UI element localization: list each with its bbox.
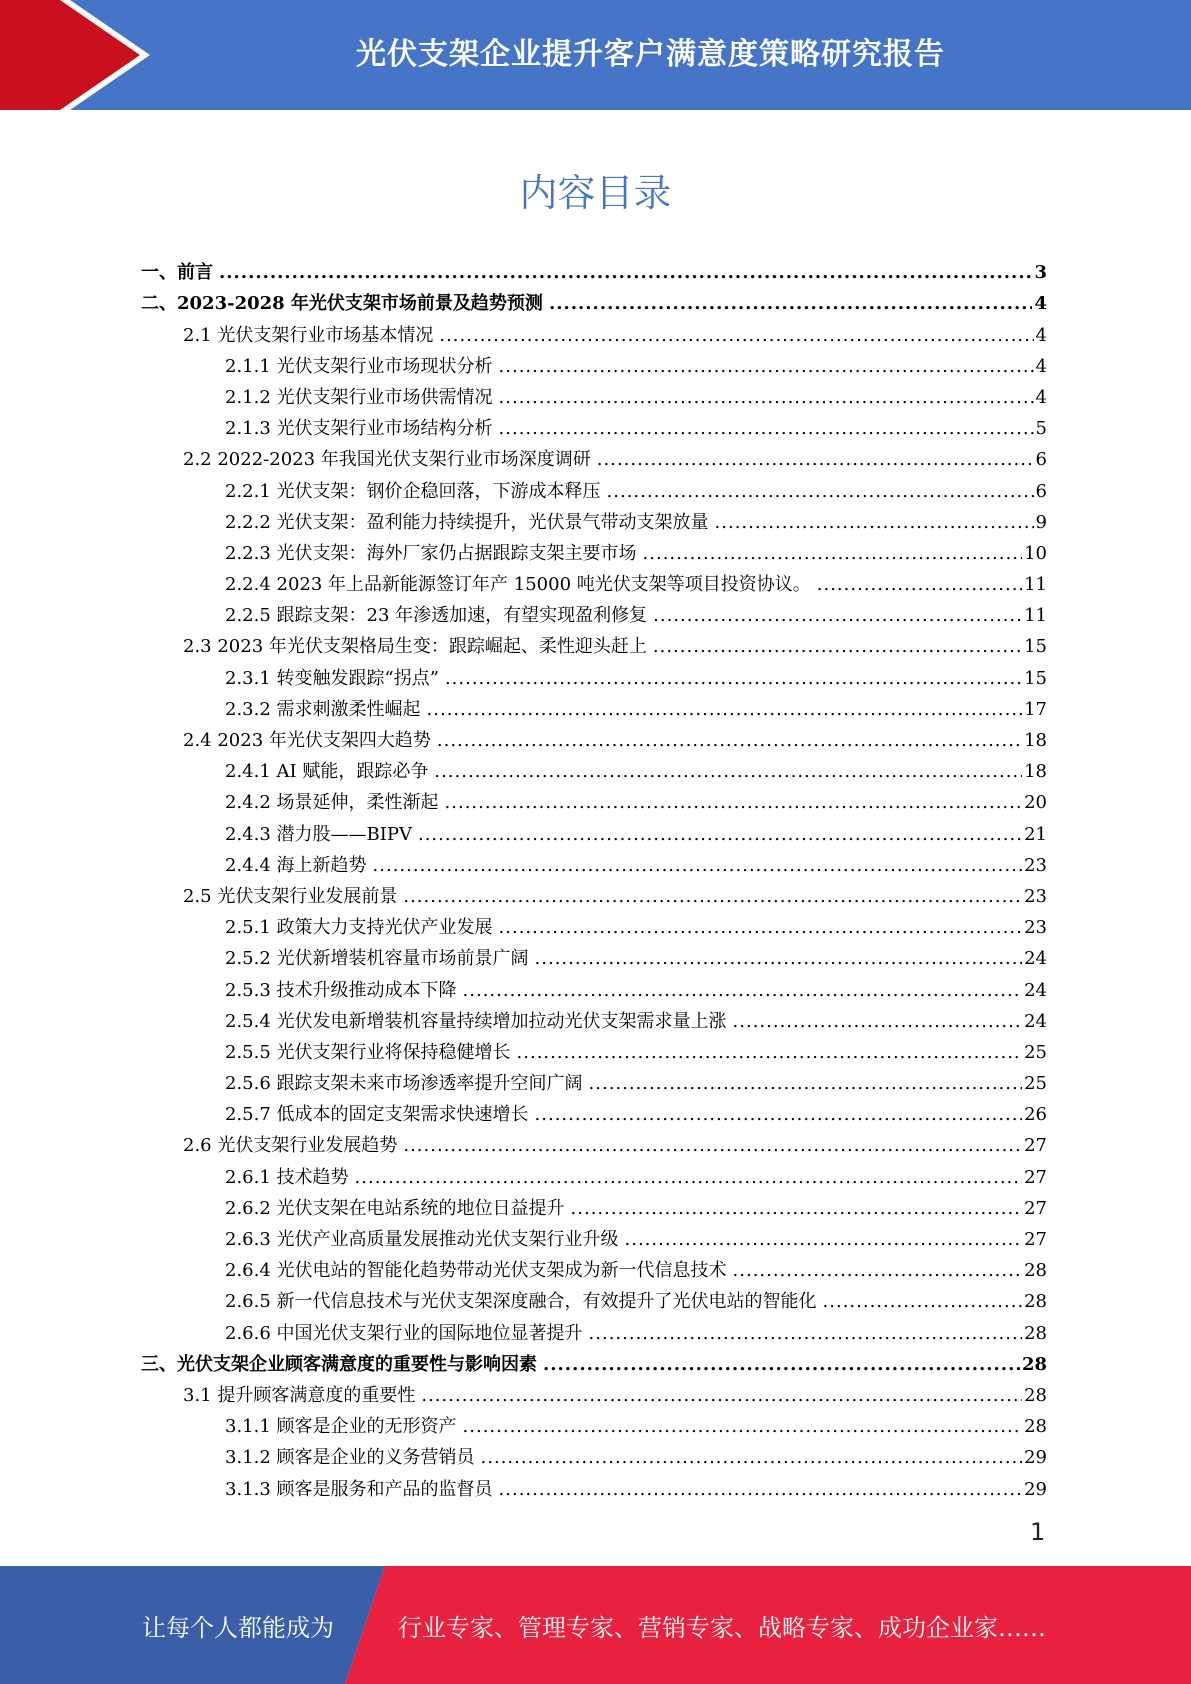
toc-leader-dots [373,855,1023,877]
toc-leader-dots [355,1167,1023,1189]
toc-entry-page: 27 [1024,1197,1047,1219]
toc-entry-label: 2.6.6 中国光伏支架行业的国际地位显著提升 [225,1322,583,1344]
toc-entry[interactable] [141,908,1047,939]
toc-entry-page: 4 [1035,324,1047,346]
toc-leader-dots [463,1416,1023,1438]
table-of-contents [141,253,1047,1501]
toc-leader-dots [543,1354,1020,1376]
toc-leader-dots [434,761,1022,783]
toc-entry-label: 2.4 2023 年光伏支架四大趋势 [183,730,431,751]
toc-entry-label: 2.1 光伏支架行业市场基本情况 [183,324,434,346]
toc-leader-dots [653,605,1022,627]
toc-entry-label: 2.2.2 光伏支架：盈利能力持续提升，光伏景气带动支架放量 [225,511,709,533]
toc-entry-label: 三、光伏支架企业顾客满意度的重要性与影响因素 [141,1353,537,1375]
toc-entry[interactable] [141,877,1047,908]
toc-entry-page: 23 [1024,917,1047,939]
toc-entry[interactable] [141,1002,1047,1033]
toc-entry-label: 3.1.2 顾客是企业的义务营销员 [225,1447,475,1469]
toc-leader-dots [517,1042,1023,1064]
toc-entry-label: 2.6.3 光伏产业高质量发展推动光伏支架行业升级 [225,1229,619,1250]
toc-entry[interactable] [141,1345,1047,1376]
toc-entry-page: 28 [1024,1260,1047,1282]
toc-leader-dots [499,917,1023,939]
toc-leader-dots [403,1135,1022,1157]
toc-entry-page: 27 [1024,1229,1047,1250]
toc-entry-label: 2.3.1 转变触发跟踪“拐点” [225,667,439,689]
footer-slogan-right: 行业专家、管理专家、营销专家、战略专家、成功企业家…… [398,1613,1046,1642]
toc-entry-label: 2.4.3 潜力股——BIPV [225,823,412,845]
toc-entry-page: 24 [1024,948,1047,970]
toc-entry-page: 23 [1024,854,1047,876]
toc-entry-page: 25 [1024,1073,1047,1095]
toc-leader-dots [607,481,1034,503]
toc-entry-label: 2.1.2 光伏支架行业市场供需情况 [225,386,493,408]
toc-entry-page: 21 [1024,823,1047,845]
toc-leader-dots [481,1447,1023,1469]
toc-entry[interactable] [141,721,1047,752]
toc-entry[interactable] [141,253,1047,284]
toc-entry-label: 2.4.4 海上新趋势 [225,854,367,876]
toc-leader-dots [535,948,1023,970]
toc-entry[interactable] [141,284,1047,315]
toc-entry[interactable] [141,1251,1047,1282]
toc-leader-dots [817,574,1022,596]
toc-entry-label: 3.1.3 顾客是服务和产品的监督员 [225,1478,493,1500]
header-chevron-icon [0,0,160,110]
toc-entry-label: 2.2 2022-2023 年我国光伏支架行业市场深度调研 [183,449,591,471]
toc-entry-label: 2.5.7 低成本的固定支架需求快速增长 [225,1104,529,1126]
footer-banner [0,1566,1191,1684]
toc-leader-dots [403,886,1022,908]
toc-leader-dots [439,325,1033,347]
toc-leader-dots [643,543,1023,565]
toc-entry-page: 5 [1035,418,1047,440]
toc-entry-page: 9 [1035,511,1047,533]
toc-entry-label: 2.5.6 跟踪支架未来市场渗透率提升空间广阔 [225,1073,583,1095]
toc-entry-page: 25 [1024,1041,1047,1063]
toc-entry[interactable] [141,814,1047,845]
toc-entry-page: 23 [1024,885,1047,907]
toc-entry-page: 26 [1024,1104,1047,1126]
toc-entry-page: 18 [1024,761,1047,783]
toc-entry-label: 2.5.4 光伏发电新增装机容量持续增加拉动光伏支架需求量上涨 [225,1010,727,1032]
footer-slogan-left: 让每个人都能成为 [142,1613,334,1642]
toc-entry-label: 2.4.2 场景延伸，柔性渐起 [225,792,439,814]
toc-entry[interactable] [141,503,1047,534]
toc-entry-label: 2.3 2023 年光伏支架格局生变：跟踪崛起、柔性迎头赶上 [183,636,647,658]
toc-entry-label: 2.6 光伏支架行业发展趋势 [183,1135,398,1157]
toc-entry-label: 2.6.2 光伏支架在电站系统的地位日益提升 [225,1197,565,1219]
toc-leader-dots [421,1385,1022,1407]
toc-entry-page: 28 [1024,1291,1047,1313]
toc-entry[interactable] [141,752,1047,783]
toc-entry-label: 3.1.1 顾客是企业的无形资产 [225,1416,457,1438]
toc-leader-dots [823,1291,1023,1313]
toc-entry-page: 17 [1024,698,1047,720]
toc-entry-label: 2.2.1 光伏支架：钢价企稳回落，下游成本释压 [225,480,601,502]
toc-leader-dots [653,636,1022,658]
toc-entry-page: 4 [1035,355,1047,377]
toc-entry[interactable] [141,846,1047,877]
toc-entry-page: 4 [1035,386,1047,408]
toc-entry[interactable] [141,1469,1047,1500]
toc-leader-dots [715,512,1034,534]
toc-entry-page: 20 [1024,792,1047,814]
toc-entry-label: 二、2023-2028 年光伏支架市场前景及趋势预测 [141,293,543,315]
toc-leader-dots [219,262,1032,284]
toc-entry-page: 6 [1035,480,1047,502]
toc-entry[interactable] [141,690,1047,721]
toc-entry-label: 2.4.1 AI 赋能，跟踪必争 [225,761,429,783]
toc-leader-dots [445,668,1022,690]
toc-leader-dots [589,1323,1023,1345]
toc-entry-label: 2.6.4 光伏电站的智能化趋势带动光伏支架成为新一代信息技术 [225,1260,727,1282]
toc-entry-label: 2.1.3 光伏支架行业市场结构分析 [225,418,493,440]
toc-entry-page: 24 [1024,979,1047,1001]
toc-entry-page: 11 [1024,605,1047,627]
toc-entry[interactable] [141,378,1047,409]
toc-entry[interactable] [141,440,1047,471]
page-number: 1 [1030,1518,1046,1546]
toc-entry-label: 2.1.1 光伏支架行业市场现状分析 [225,355,493,377]
toc-leader-dots [733,1011,1023,1033]
toc-entry[interactable] [141,534,1047,565]
toc-entry-label: 2.2.5 跟踪支架：23 年渗透加速，有望实现盈利修复 [225,605,648,627]
toc-entry-page: 6 [1035,449,1047,471]
toc-leader-dots [549,293,1033,315]
toc-entry[interactable] [141,1438,1047,1469]
toc-entry-label: 2.5.5 光伏支架行业将保持稳健增长 [225,1041,511,1063]
toc-leader-dots [597,449,1034,471]
toc-entry-page: 4 [1034,293,1047,315]
toc-entry-page: 29 [1024,1447,1047,1469]
toc-leader-dots [437,730,1022,752]
toc-entry-label: 2.5.3 技术升级推动成本下降 [225,979,457,1001]
toc-leader-dots [445,792,1023,814]
toc-entry-page: 3 [1034,262,1047,284]
toc-entry[interactable] [141,627,1047,658]
toc-entry[interactable] [141,1313,1047,1344]
toc-entry-label: 2.5.2 光伏新增装机容量市场前景广阔 [225,948,529,970]
report-title: 光伏支架企业提升客户满意度策略研究报告 [356,37,945,72]
toc-entry[interactable] [141,783,1047,814]
toc-entry-page: 27 [1024,1166,1047,1188]
toc-leader-dots [427,699,1023,721]
toc-entry[interactable] [141,939,1047,970]
toc-leader-dots [499,356,1034,378]
toc-entry-label: 3.1 提升顾客满意度的重要性 [183,1384,416,1406]
toc-entry[interactable] [141,596,1047,627]
toc-entry-page: 28 [1024,1322,1047,1344]
toc-entry-label: 2.6.1 技术趋势 [225,1166,349,1188]
toc-entry[interactable] [141,409,1047,440]
toc-entry[interactable] [141,970,1047,1001]
toc-title: 内容目录 [519,171,672,215]
toc-leader-dots [499,418,1034,440]
toc-leader-dots [499,387,1034,409]
toc-entry[interactable] [141,1157,1047,1188]
toc-entry-page: 15 [1024,636,1047,658]
toc-entry[interactable] [141,565,1047,596]
toc-leader-dots [571,1198,1023,1220]
toc-entry-page: 28 [1024,1416,1047,1438]
toc-entry[interactable] [141,1033,1047,1064]
toc-entry-page: 18 [1024,730,1047,751]
toc-entry-label: 2.2.4 2023 年上品新能源签订年产 15000 吨光伏支架等项目投资协议。 [225,574,811,596]
toc-entry[interactable] [141,1376,1047,1407]
toc-entry-page: 29 [1024,1478,1047,1500]
toc-leader-dots [625,1229,1023,1251]
toc-entry-page: 24 [1024,1010,1047,1032]
toc-entry-page: 11 [1024,574,1047,596]
toc-leader-dots [589,1073,1023,1095]
header-banner [0,0,1191,110]
toc-leader-dots [418,824,1022,846]
toc-entry-page: 10 [1024,542,1047,564]
toc-entry-page: 27 [1024,1135,1047,1157]
toc-entry-label: 一、前言 [141,262,213,284]
toc-leader-dots [535,1104,1023,1126]
toc-entry-page: 28 [1024,1384,1047,1406]
toc-entry[interactable] [141,1095,1047,1126]
toc-entry[interactable] [141,1064,1047,1095]
toc-entry[interactable] [141,1189,1047,1220]
toc-leader-dots [733,1260,1023,1282]
toc-entry[interactable] [141,347,1047,378]
toc-leader-dots [463,980,1023,1002]
toc-entry-page: 28 [1021,1353,1047,1375]
toc-entry-page: 15 [1024,667,1047,689]
toc-entry[interactable] [141,1220,1047,1251]
toc-entry[interactable] [141,658,1047,689]
toc-entry[interactable] [141,1282,1047,1313]
toc-entry-label: 2.2.3 光伏支架：海外厂家仍占据跟踪支架主要市场 [225,542,637,564]
toc-entry[interactable] [141,471,1047,502]
toc-entry[interactable] [141,1407,1047,1438]
toc-entry-label: 2.5.1 政策大力支持光伏产业发展 [225,917,493,939]
toc-entry[interactable] [141,315,1047,346]
toc-entry-label: 2.6.5 新一代信息技术与光伏支架深度融合，有效提升了光伏电站的智能化 [225,1291,817,1313]
toc-leader-dots [499,1479,1023,1501]
toc-entry[interactable] [141,1126,1047,1157]
toc-entry-label: 2.5 光伏支架行业发展前景 [183,885,398,907]
toc-entry-label: 2.3.2 需求刺激柔性崛起 [225,698,421,720]
